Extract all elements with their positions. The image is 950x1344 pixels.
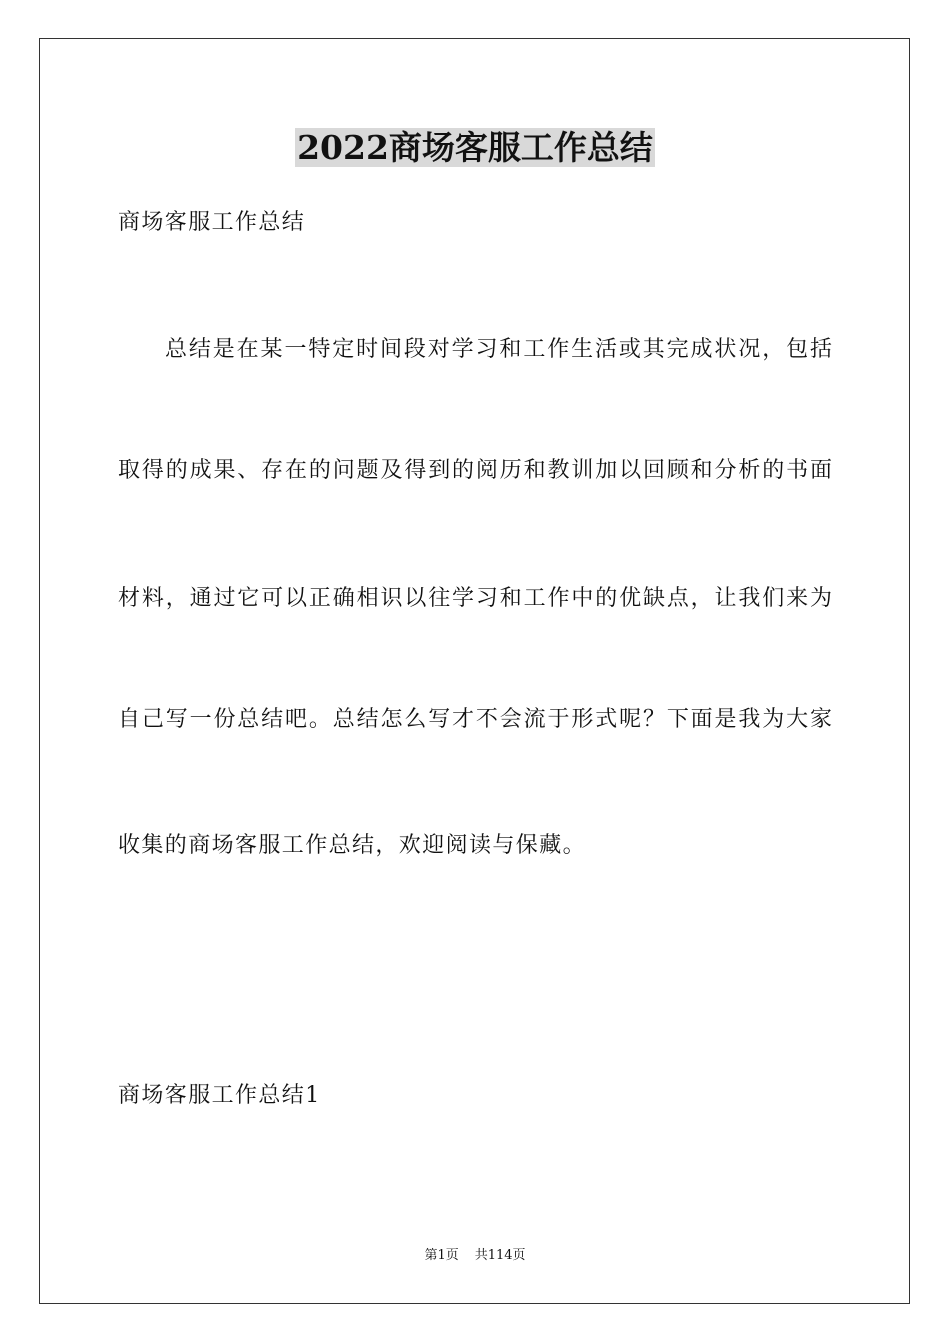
paragraph-line-4: 自己写一份总结吧。总结怎么写才不会流于形式呢？下面是我为大家 [118,707,832,732]
page-number: 第1页 [424,1248,459,1263]
page-footer [0,1247,950,1265]
paragraph-line-3: 材料，通过它可以正确相识以往学习和工作中的优缺点，让我们来为 [118,586,832,611]
paragraph-line-2: 取得的成果、存在的问题及得到的阅历和教训加以回顾和分析的书面 [118,458,832,483]
paragraph-line-5: 收集的商场客服工作总结，欢迎阅读与保藏。 [118,833,587,858]
paragraph-line-1: 总结是在某一特定时间段对学习和工作生活或其完成状况，包括 [165,337,832,362]
document-subtitle: 商场客服工作总结 [118,210,306,235]
document-title [0,126,950,170]
document-title-text: 2022商场客服工作总结 [297,128,653,167]
section-heading: 商场客服工作总结1 [118,1083,321,1108]
page-total: 共114页 [474,1248,526,1263]
